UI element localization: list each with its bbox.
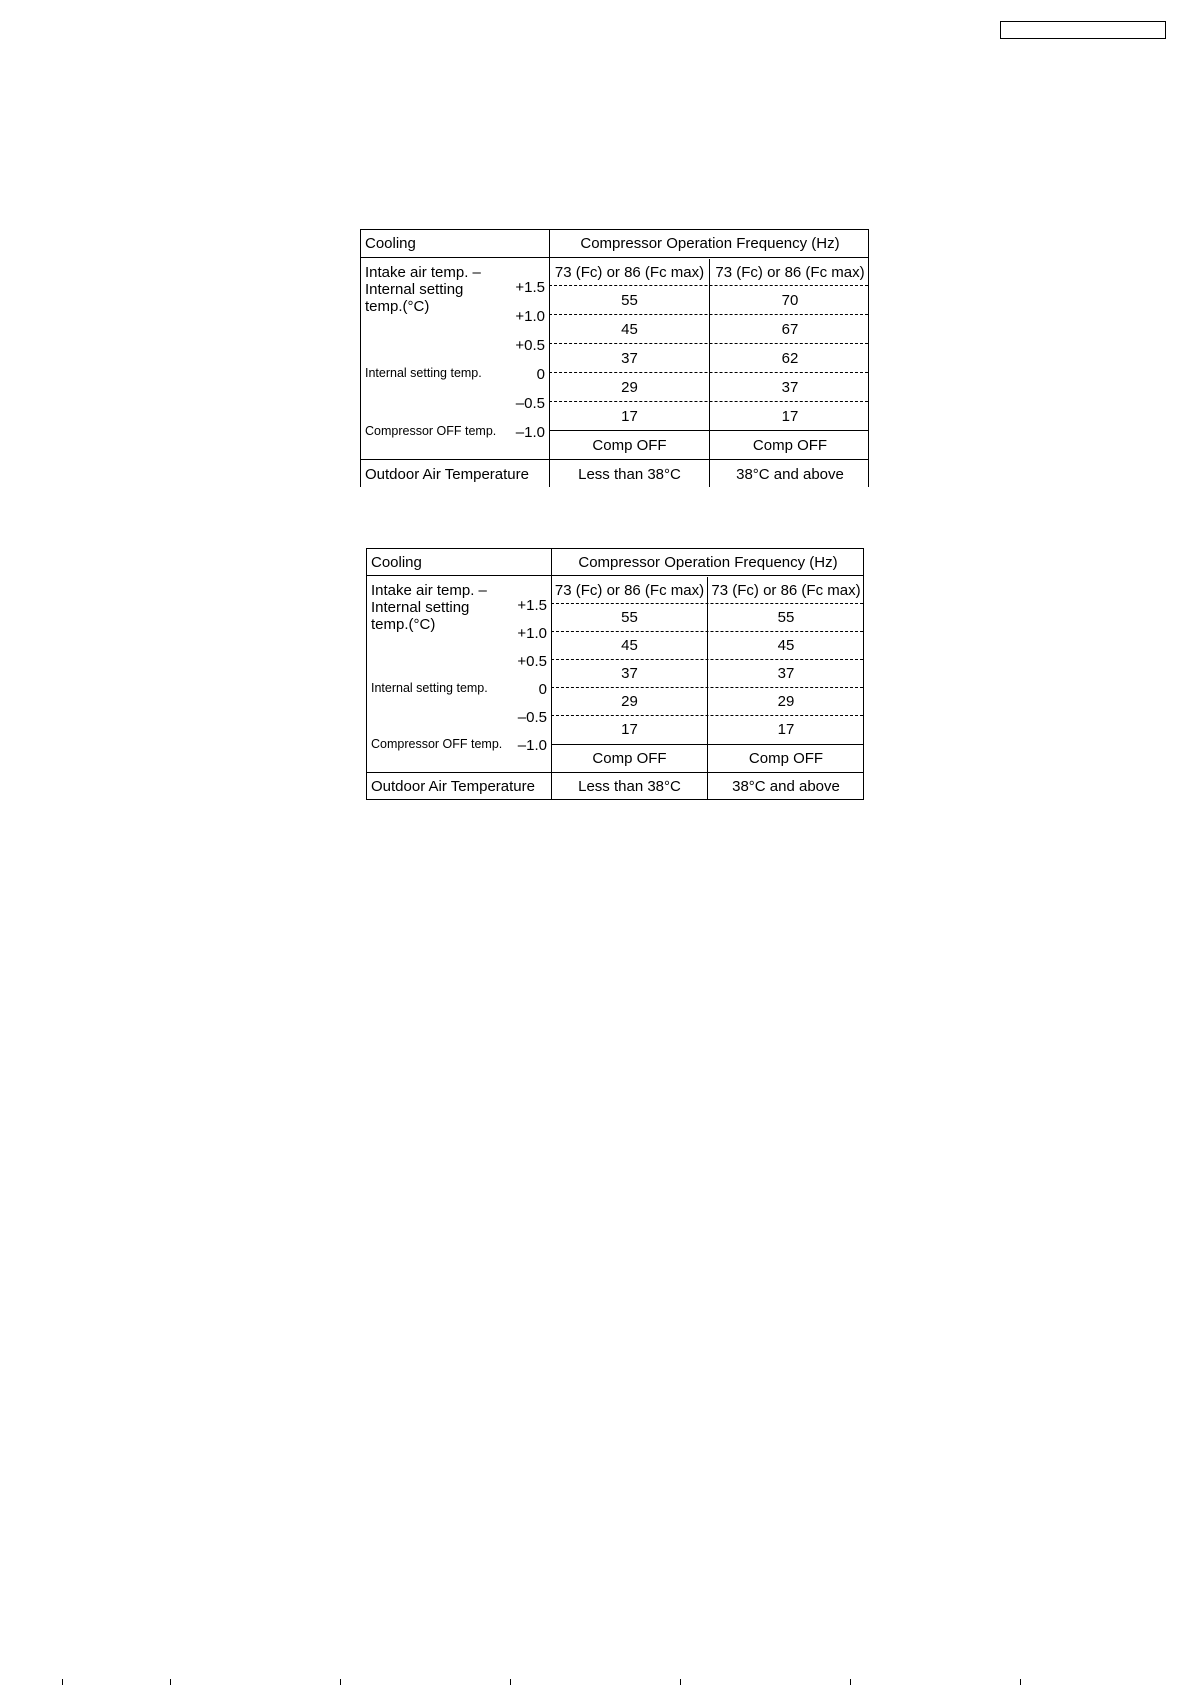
col2-value: 62 (781, 350, 799, 367)
col2-value: 29 (777, 693, 795, 710)
threshold-label: +0.5 (517, 653, 547, 670)
internal-setting-temp-label: Internal setting temp. (365, 366, 482, 380)
bottom-edge-marks (0, 1677, 1191, 1685)
header-compressor-frequency: Compressor Operation Frequency (Hz) (578, 554, 838, 571)
col1-header: 73 (Fc) or 86 (Fc max) (554, 264, 705, 281)
col1-value: 45 (621, 637, 638, 654)
side-label-line1: Intake air temp. – (371, 582, 487, 599)
threshold-label: +1.5 (517, 597, 547, 614)
col2-value: 55 (777, 609, 795, 626)
col1-value: 29 (621, 379, 638, 396)
header-compressor-frequency: Compressor Operation Frequency (Hz) (580, 235, 840, 252)
col1-value: 55 (621, 609, 638, 626)
threshold-label: –0.5 (517, 709, 547, 726)
col2-value: 37 (781, 379, 799, 396)
col2-value: Comp OFF (748, 750, 824, 767)
col1-value: Comp OFF (592, 437, 667, 454)
col2-value: 45 (777, 637, 795, 654)
col2-value: 17 (777, 721, 795, 738)
footer-col2: 38°C and above (732, 778, 840, 795)
side-label-line2: Internal setting (371, 599, 470, 616)
col1-value: 55 (621, 292, 638, 309)
col2-header: 73 (Fc) or 86 (Fc max) (711, 582, 861, 599)
col1-value: 37 (621, 665, 638, 682)
footer-outdoor-air-temp: Outdoor Air Temperature (365, 466, 529, 483)
footer-col1: Less than 38°C (578, 466, 681, 483)
col2-value: 70 (781, 292, 799, 309)
col2-value: 17 (781, 408, 799, 425)
col2-value: 67 (781, 321, 799, 338)
col1-header: 73 (Fc) or 86 (Fc max) (554, 582, 705, 599)
col1-value: 17 (621, 721, 638, 738)
internal-setting-temp-label: Internal setting temp. (371, 681, 488, 695)
compressor-off-temp-label: Compressor OFF temp. (371, 737, 503, 751)
threshold-label: +1.0 (515, 308, 545, 325)
threshold-label: +0.5 (515, 337, 545, 354)
cooling-frequency-table-1 (360, 229, 869, 487)
col2-value: Comp OFF (752, 437, 828, 454)
threshold-label: –1.0 (517, 737, 547, 754)
compressor-off-temp-label: Compressor OFF temp. (365, 424, 497, 438)
threshold-label: 0 (536, 366, 545, 383)
side-label-line1: Intake air temp. – (365, 264, 481, 281)
col1-value: 17 (621, 408, 638, 425)
col1-value: 37 (621, 350, 638, 367)
col1-value: Comp OFF (592, 750, 667, 767)
col2-value: 37 (777, 665, 795, 682)
side-label-line2: Internal setting (365, 281, 464, 298)
side-label-line3: temp.(°C) (365, 298, 430, 315)
header-cooling: Cooling (371, 554, 422, 571)
threshold-label: –0.5 (515, 395, 545, 412)
threshold-label: +1.0 (517, 625, 547, 642)
page-id-box (1000, 21, 1166, 39)
threshold-label: –1.0 (515, 424, 545, 441)
cooling-frequency-table-2 (366, 548, 864, 800)
col1-value: 29 (621, 693, 638, 710)
threshold-label: +1.5 (515, 279, 545, 296)
footer-outdoor-air-temp: Outdoor Air Temperature (371, 778, 535, 795)
header-cooling: Cooling (365, 235, 416, 252)
footer-col2: 38°C and above (736, 466, 844, 483)
threshold-label: 0 (538, 681, 547, 698)
col2-header: 73 (Fc) or 86 (Fc max) (715, 264, 865, 281)
col1-value: 45 (621, 321, 638, 338)
side-label-line3: temp.(°C) (371, 616, 436, 633)
footer-col1: Less than 38°C (578, 778, 681, 795)
